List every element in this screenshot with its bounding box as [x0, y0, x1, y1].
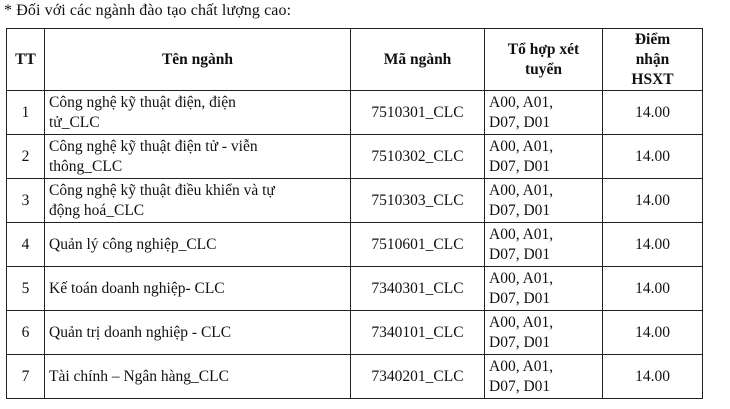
admission-score: 14.00 — [603, 355, 703, 399]
major-name-line: Tài chính – Ngân hàng_CLC — [49, 367, 229, 385]
header-score-line: Điểm — [634, 30, 671, 48]
major-name-line: Quản trị doanh nghiệp - CLC — [49, 323, 232, 341]
row-number: 1 — [7, 91, 45, 135]
row-number: 2 — [7, 135, 45, 179]
table-row — [7, 91, 703, 135]
major-name-line: Kế toán doanh nghiệp- CLC — [49, 279, 225, 297]
major-name — [45, 91, 351, 135]
header-score-line: nhận — [635, 50, 670, 68]
major-code: 7510301_CLC — [351, 91, 485, 135]
subject-combination — [485, 179, 603, 223]
row-number: 4 — [7, 223, 45, 267]
subject-combination — [485, 311, 603, 355]
subject-combination-line: D07, D01 — [489, 333, 551, 351]
header-combo — [485, 29, 603, 91]
major-code: 7510601_CLC — [351, 223, 485, 267]
intro-text: * Đối với các ngành đào tạo chất lượng cao: — [4, 2, 292, 19]
subject-combination-line: D07, D01 — [489, 157, 551, 175]
major-code: 7340201_CLC — [351, 355, 485, 399]
major-name-line: tử_CLC — [49, 113, 100, 131]
major-code: 7510303_CLC — [351, 179, 485, 223]
header-score — [603, 29, 703, 91]
major-name-line: Công nghệ kỹ thuật điều khiển và tự — [49, 181, 275, 199]
row-number: 5 — [7, 267, 45, 311]
admission-score: 14.00 — [603, 311, 703, 355]
major-name — [45, 135, 351, 179]
header-row — [7, 29, 703, 91]
subject-combination — [485, 135, 603, 179]
table-row — [7, 179, 703, 223]
major-name-line: Quản lý công nghiệp_CLC — [49, 235, 217, 253]
major-name-line: động hoá_CLC — [49, 201, 145, 219]
subject-combination-line: A00, A01, — [489, 181, 554, 199]
subject-combination-line: D07, D01 — [489, 245, 551, 263]
admission-score: 14.00 — [603, 91, 703, 135]
admission-score: 14.00 — [603, 223, 703, 267]
header-combo-line: Tổ hợp xét — [507, 40, 580, 58]
subject-combination-line: D07, D01 — [489, 377, 551, 395]
subject-combination-line: A00, A01, — [489, 137, 554, 155]
major-code: 7340301_CLC — [351, 267, 485, 311]
majors-table — [6, 28, 703, 399]
major-name — [45, 179, 351, 223]
row-number: 6 — [7, 311, 45, 355]
header-tt: TT — [7, 29, 45, 91]
major-name — [45, 311, 351, 355]
subject-combination — [485, 355, 603, 399]
subject-combination-line: A00, A01, — [489, 269, 554, 287]
subject-combination-line: A00, A01, — [489, 93, 554, 111]
major-name-line: thông_CLC — [49, 157, 123, 175]
table-row — [7, 267, 703, 311]
table-row — [7, 355, 703, 399]
table-row — [7, 223, 703, 267]
major-name — [45, 267, 351, 311]
table-body — [7, 91, 703, 399]
subject-combination-line: A00, A01, — [489, 357, 554, 375]
row-number: 7 — [7, 355, 45, 399]
subject-combination-line: A00, A01, — [489, 313, 554, 331]
subject-combination — [485, 267, 603, 311]
table-row — [7, 311, 703, 355]
major-code: 7510302_CLC — [351, 135, 485, 179]
subject-combination — [485, 91, 603, 135]
header-score-line: HSXT — [631, 70, 674, 88]
table-row — [7, 135, 703, 179]
major-name — [45, 355, 351, 399]
admission-score: 14.00 — [603, 179, 703, 223]
header-code: Mã ngành — [351, 29, 485, 91]
subject-combination-line: D07, D01 — [489, 113, 551, 131]
major-name — [45, 223, 351, 267]
subject-combination-line: A00, A01, — [489, 225, 554, 243]
subject-combination-line: D07, D01 — [489, 201, 551, 219]
major-name-line: Công nghệ kỹ thuật điện, điện — [49, 93, 236, 111]
subject-combination-line: D07, D01 — [489, 289, 551, 307]
major-code: 7340101_CLC — [351, 311, 485, 355]
subject-combination — [485, 223, 603, 267]
header-combo-line: tuyển — [524, 60, 563, 78]
header-name: Tên ngành — [45, 29, 351, 91]
major-name-line: Công nghệ kỹ thuật điện tử - viễn — [49, 137, 258, 155]
row-number: 3 — [7, 179, 45, 223]
admission-score: 14.00 — [603, 267, 703, 311]
admission-score: 14.00 — [603, 135, 703, 179]
